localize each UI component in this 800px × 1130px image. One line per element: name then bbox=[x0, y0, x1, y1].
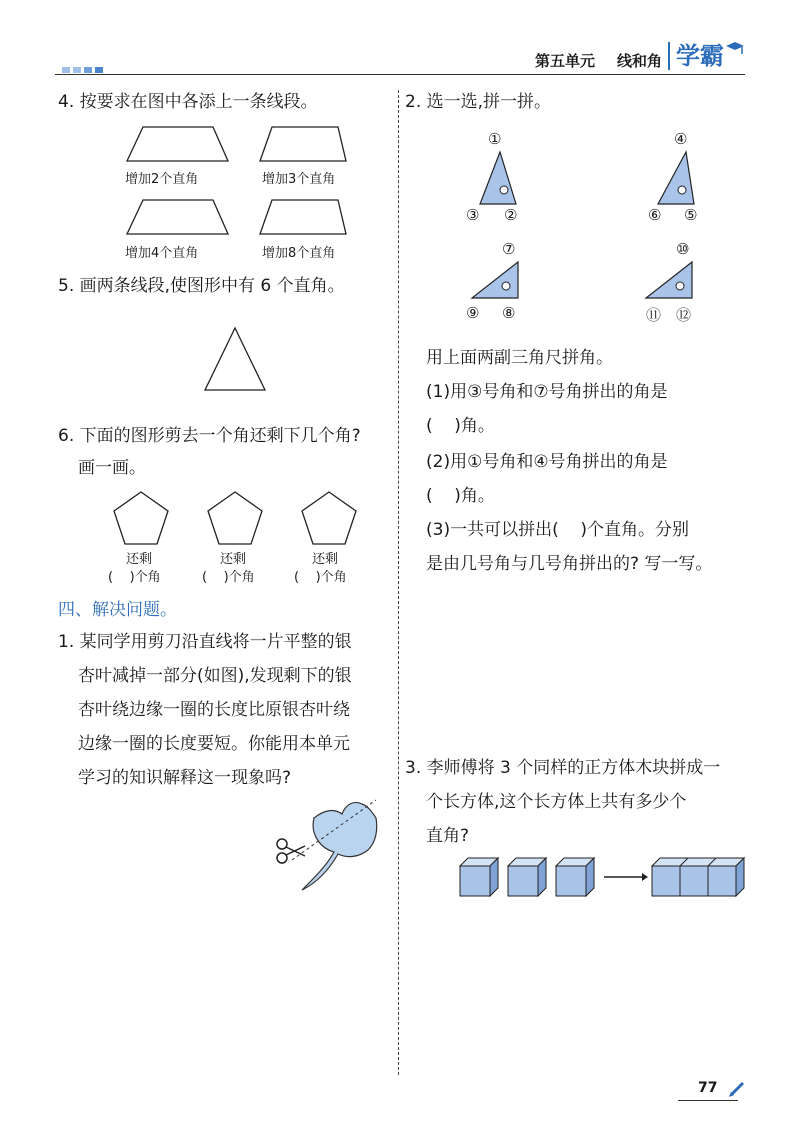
q6-title-line1: 6. 下面的图形剪去一个角还剩下几个角? bbox=[58, 426, 361, 446]
q6-answer-blank-1: ( )个角 bbox=[108, 570, 161, 585]
angle-mark-11: ⑪ bbox=[646, 306, 662, 324]
angle-mark-5: ⑤ bbox=[684, 206, 698, 224]
scissors-icon bbox=[275, 836, 307, 866]
angle-mark-10: ⑩ bbox=[676, 240, 690, 258]
column-divider bbox=[398, 90, 399, 1075]
q6-pentagon-3 bbox=[300, 490, 358, 546]
p1-line-1: 1. 某同学用剪刀沿直线将一片平整的银 bbox=[58, 632, 352, 652]
q4-label-2: 增加3个直角 bbox=[262, 172, 336, 187]
brand-logo: 学霸 bbox=[668, 42, 724, 70]
q6-pentagon-2 bbox=[206, 490, 264, 546]
q6-remain-label-1: 还剩 bbox=[126, 552, 153, 567]
p1-line-3: 杏叶绕边缘一圈的长度比原银杏叶绕 bbox=[78, 700, 350, 720]
header-topic: 线和角 bbox=[617, 52, 663, 70]
p2-sub3-line1: (3)一共可以拼出( )个直角。分别 bbox=[426, 520, 689, 540]
q4-trapezoid-3 bbox=[125, 198, 230, 236]
angle-mark-7: ⑦ bbox=[502, 240, 516, 258]
page-number: 77 bbox=[698, 1080, 718, 1096]
p2-intro: 用上面两副三角尺拼角。 bbox=[426, 348, 613, 368]
angle-mark-3: ③ bbox=[466, 206, 480, 224]
header-unit: 第五单元 bbox=[535, 52, 596, 70]
q4-trapezoid-4 bbox=[258, 198, 348, 236]
q4-title: 4. 按要求在图中各添上一条线段。 bbox=[58, 92, 318, 112]
angle-mark-12: ⑫ bbox=[676, 306, 692, 324]
header-rule bbox=[55, 74, 745, 75]
angle-mark-9: ⑨ bbox=[466, 304, 480, 322]
cuboid bbox=[650, 856, 746, 898]
arrow-icon bbox=[604, 872, 648, 882]
p2-sub3-line2: 是由几号角与几号角拼出的? 写一写。 bbox=[426, 554, 713, 574]
cube-3 bbox=[554, 856, 596, 898]
cube-2 bbox=[506, 856, 548, 898]
section-4-title: 四、解决问题。 bbox=[58, 600, 177, 620]
cube-1 bbox=[458, 856, 500, 898]
p3-line-1: 3. 李师傅将 3 个同样的正方体木块拼成一 bbox=[405, 758, 721, 778]
angle-mark-8: ⑧ bbox=[502, 304, 516, 322]
q6-remain-label-3: 还剩 bbox=[312, 552, 339, 567]
set-square-2 bbox=[656, 150, 696, 206]
q6-remain-label-2: 还剩 bbox=[220, 552, 247, 567]
q5-title: 5. 画两条线段,使图形中有 6 个直角。 bbox=[58, 276, 345, 296]
pencil-icon bbox=[728, 1080, 746, 1098]
q4-label-4: 增加8个直角 bbox=[262, 246, 336, 261]
footer-rule bbox=[678, 1100, 738, 1101]
p3-line-2: 个长方体,这个长方体上共有多少个 bbox=[426, 792, 687, 812]
q4-label-1: 增加2个直角 bbox=[125, 172, 199, 187]
q6-title-line2: 画一画。 bbox=[78, 458, 146, 478]
angle-mark-6: ⑥ bbox=[648, 206, 662, 224]
q4-label-3: 增加4个直角 bbox=[125, 246, 199, 261]
q6-answer-blank-2: ( )个角 bbox=[202, 570, 255, 585]
q6-answer-blank-3: ( )个角 bbox=[294, 570, 347, 585]
graduation-cap-icon bbox=[724, 40, 746, 58]
q5-triangle bbox=[203, 326, 267, 392]
q6-pentagon-1 bbox=[112, 490, 170, 546]
q4-trapezoid-2 bbox=[258, 125, 348, 163]
set-square-4 bbox=[644, 260, 694, 300]
set-square-1 bbox=[478, 150, 518, 206]
p1-line-2: 杏叶减掉一部分(如图),发现剩下的银 bbox=[78, 666, 352, 686]
p1-line-4: 边缘一圈的长度要短。你能用本单元 bbox=[78, 734, 350, 754]
q4-trapezoid-1 bbox=[125, 125, 230, 163]
p3-line-3: 直角? bbox=[426, 826, 470, 846]
p1-line-5: 学习的知识解释这一现象吗? bbox=[78, 768, 292, 788]
p2-sub2-line1: (2)用①号角和④号角拼出的角是 bbox=[426, 452, 668, 472]
angle-mark-4: ④ bbox=[674, 130, 688, 148]
p2-title: 2. 选一选,拼一拼。 bbox=[405, 92, 552, 112]
angle-mark-2: ② bbox=[504, 206, 518, 224]
set-square-3 bbox=[470, 260, 520, 300]
angle-mark-1: ① bbox=[488, 130, 502, 148]
p2-sub2-line2: ( )角。 bbox=[426, 486, 495, 506]
p2-sub1-line1: (1)用③号角和⑦号角拼出的角是 bbox=[426, 382, 668, 402]
p2-sub1-line2: ( )角。 bbox=[426, 416, 495, 436]
